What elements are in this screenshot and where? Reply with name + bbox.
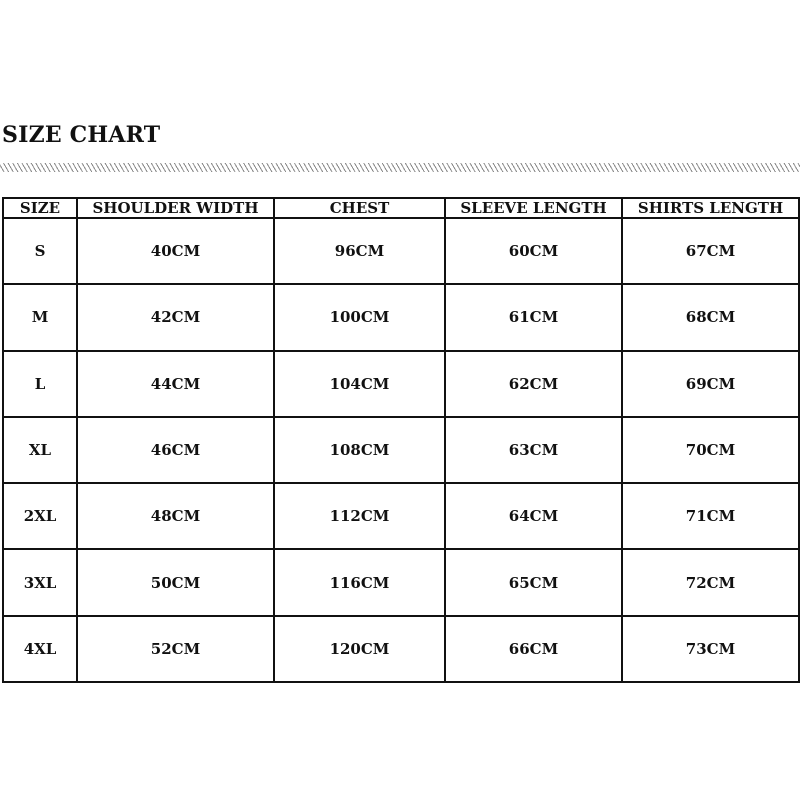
cell-sleeve-length: 62CM xyxy=(445,351,622,417)
cell-shoulder-width: 48CM xyxy=(77,483,274,549)
cell-size: 4XL xyxy=(3,616,77,682)
cell-chest: 112CM xyxy=(274,483,445,549)
cell-sleeve-length: 61CM xyxy=(445,284,622,350)
cell-shoulder-width: 44CM xyxy=(77,351,274,417)
cell-chest: 120CM xyxy=(274,616,445,682)
cell-sleeve-length: 64CM xyxy=(445,483,622,549)
cell-shirts-length: 69CM xyxy=(622,351,799,417)
table-row xyxy=(3,218,799,284)
hatched-divider xyxy=(0,163,800,172)
cell-size: XL xyxy=(3,417,77,483)
cell-sleeve-length: 66CM xyxy=(445,616,622,682)
table-row xyxy=(3,549,799,615)
cell-shirts-length: 70CM xyxy=(622,417,799,483)
cell-chest: 108CM xyxy=(274,417,445,483)
cell-size: S xyxy=(3,218,77,284)
table-row xyxy=(3,351,799,417)
cell-chest: 96CM xyxy=(274,218,445,284)
cell-chest: 104CM xyxy=(274,351,445,417)
cell-size: L xyxy=(3,351,77,417)
cell-size: M xyxy=(3,284,77,350)
header-chest: CHEST xyxy=(274,198,445,218)
page-title: SIZE CHART xyxy=(2,122,161,148)
cell-shirts-length: 67CM xyxy=(622,218,799,284)
table-row xyxy=(3,284,799,350)
table-row xyxy=(3,616,799,682)
cell-sleeve-length: 60CM xyxy=(445,218,622,284)
cell-sleeve-length: 63CM xyxy=(445,417,622,483)
table-header-row xyxy=(3,198,799,218)
cell-size: 2XL xyxy=(3,483,77,549)
cell-shoulder-width: 40CM xyxy=(77,218,274,284)
size-table xyxy=(2,197,800,683)
cell-shirts-length: 71CM xyxy=(622,483,799,549)
cell-shoulder-width: 42CM xyxy=(77,284,274,350)
cell-chest: 116CM xyxy=(274,549,445,615)
cell-sleeve-length: 65CM xyxy=(445,549,622,615)
header-shirts-length: SHIRTS LENGTH xyxy=(622,198,799,218)
cell-shirts-length: 68CM xyxy=(622,284,799,350)
cell-shoulder-width: 46CM xyxy=(77,417,274,483)
header-shoulder-width: SHOULDER WIDTH xyxy=(77,198,274,218)
cell-shirts-length: 72CM xyxy=(622,549,799,615)
table-row xyxy=(3,483,799,549)
header-sleeve-length: SLEEVE LENGTH xyxy=(445,198,622,218)
cell-shoulder-width: 50CM xyxy=(77,549,274,615)
table-row xyxy=(3,417,799,483)
cell-shoulder-width: 52CM xyxy=(77,616,274,682)
cell-size: 3XL xyxy=(3,549,77,615)
header-size: SIZE xyxy=(3,198,77,218)
cell-chest: 100CM xyxy=(274,284,445,350)
cell-shirts-length: 73CM xyxy=(622,616,799,682)
